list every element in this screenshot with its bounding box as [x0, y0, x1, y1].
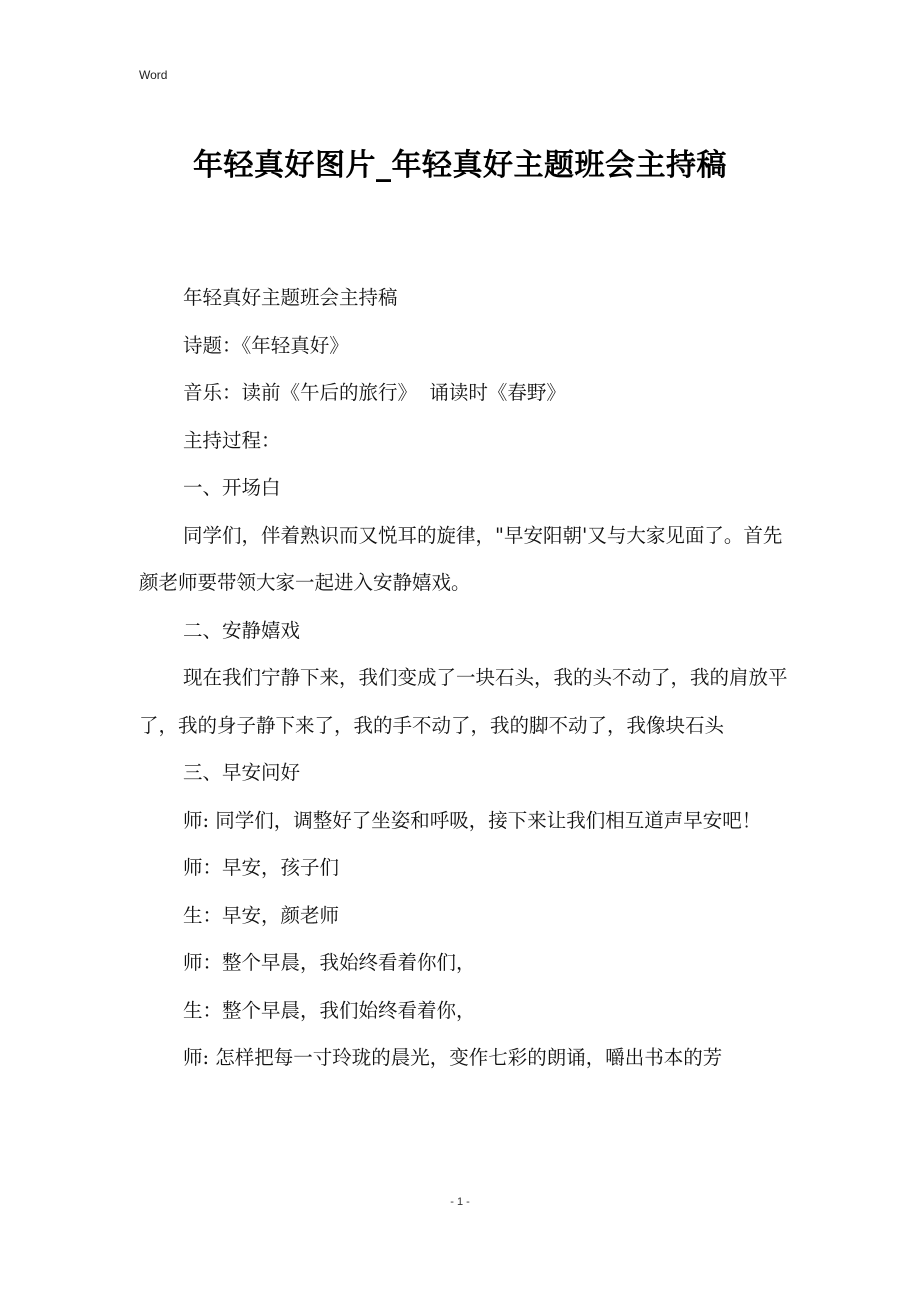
- paragraph: 主持过程：: [183, 428, 281, 452]
- document-body: [139, 274, 789, 1082]
- dialogue-line: 师：早安，孩子们: [183, 856, 340, 879]
- page-number: - 1 -: [450, 1196, 470, 1208]
- dialogue-line: 生：整个早晨，我们始终看着你，: [183, 998, 476, 1022]
- dialogue-line: 生：早安，颜老师: [183, 903, 340, 927]
- section-heading: 三、早安问好: [183, 761, 301, 784]
- paragraph: 现在我们宁静下来，我们变成了一块石头，我的头不动了，我的肩放平了，我的身子静下来了，我的手不动了，我的脚不动了，我像块石头: [139, 666, 788, 737]
- paragraph: 诗题：《年轻真好》: [183, 333, 349, 357]
- section-heading: 二、安静嬉戏: [183, 618, 301, 642]
- document-title: 年轻真好图片_年轻真好主题班会主持稿: [193, 148, 727, 183]
- section-heading: 一、开场白: [183, 476, 281, 499]
- paragraph: 音乐：读前《午后的旅行》 诵读时《春野》: [183, 381, 566, 404]
- header-label: Word: [139, 68, 168, 82]
- dialogue-line: 师：整个早晨，我始终看着你们，: [183, 951, 476, 974]
- paragraph: 同学们，伴着熟识而又悦耳的旋律，"早安阳朝'又与大家见面了。首先颜老师要带领大家一起进入安静嬉戏。: [139, 523, 783, 594]
- dialogue-line: 师: 怎样把每一寸玲珑的晨光，变作七彩的朗诵，嚼出书本的芳: [183, 1046, 723, 1069]
- paragraph: 年轻真好主题班会主持稿: [183, 286, 398, 309]
- paragraph: 师: 同学们，调整好了坐姿和呼吸，接下来让我们相互道声早安吧！: [183, 808, 762, 832]
